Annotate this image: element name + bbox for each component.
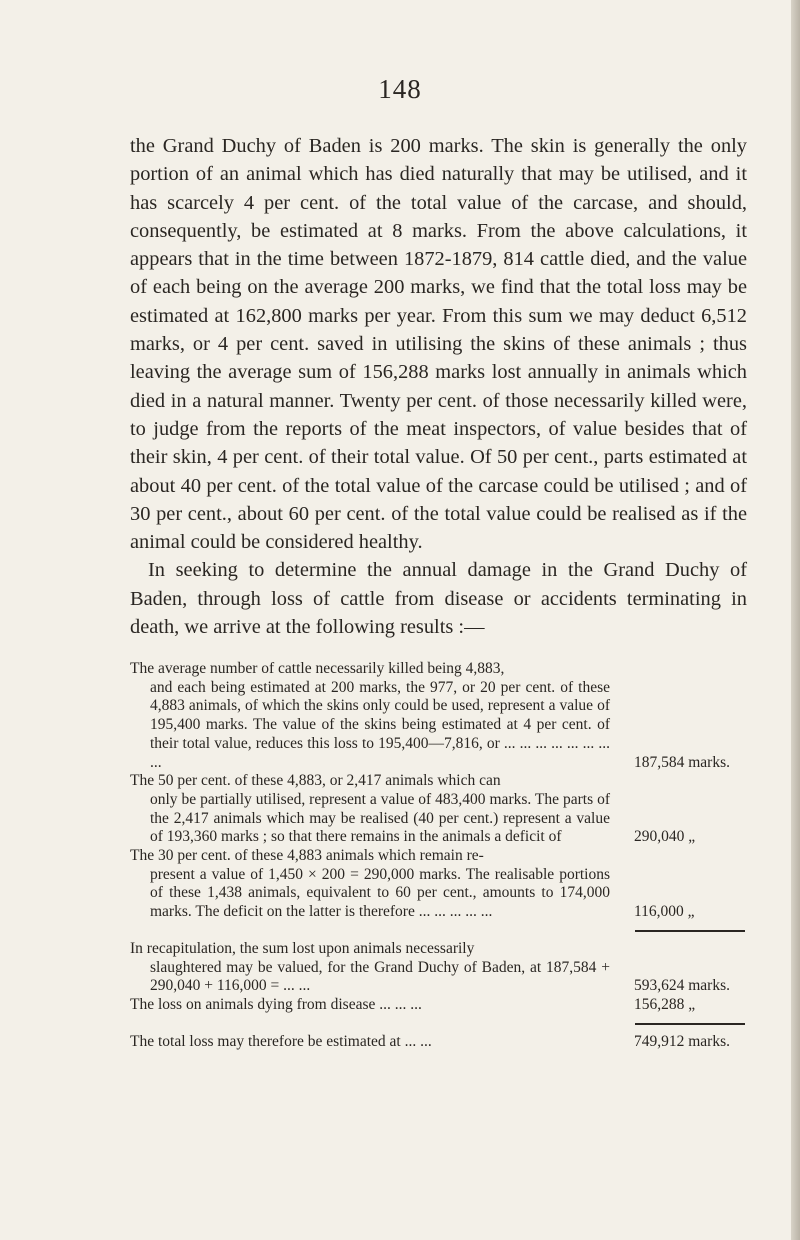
- recapitulation-text: [130, 940, 610, 996]
- recapitulation-amount: 593,624 marks.: [634, 977, 731, 995]
- calculation-amount: 116,000 „: [634, 903, 695, 921]
- calculation-row: [130, 660, 760, 772]
- calculation-amount: 187,584 marks.: [634, 753, 731, 771]
- calculation-text: [130, 772, 610, 847]
- total-amount: 749,912 marks.: [634, 1032, 731, 1050]
- disease-loss-row: [130, 996, 760, 1015]
- body-text: [130, 132, 747, 641]
- calculation-text: [130, 847, 610, 922]
- disease-loss-label: The loss on animals dying from disease ... ... ...: [130, 995, 422, 1013]
- paragraph: In seeking to determine the annual damage in the Grand Duchy of Baden, through loss of cattle from disease or accidents terminating in death, we arrive at the following results :—: [130, 559, 747, 639]
- calculation-first-line: The average number of cattle necessarily killed being 4,883,: [130, 660, 505, 677]
- recapitulation-row: [130, 940, 760, 996]
- calculation-text: [130, 660, 610, 772]
- calculation-first-line: The 30 per cent. of these 4,883 animals which remain re-: [130, 847, 484, 865]
- calculation-continuation: and each being estimated at 200 marks, the 977, or 20 per cent. of these 4,883 animals, of which the skins only could be used, represent a value of 195,400 marks. The value of the skins being estimated at 4 per cent. of their total value, reduces this loss to 195,400—7,816, or ... ... ... ... ... ... ... ...: [150, 678, 610, 771]
- total-label: The total loss may therefore be estimated at ... ...: [130, 1032, 432, 1050]
- calculation-amount: 290,040 „: [634, 828, 696, 846]
- calculation-first-line: The 50 per cent. of these 4,883, or 2,417 animals which can: [130, 772, 501, 790]
- recapitulation-first-line: In recapitulation, the sum lost upon animals necessarily: [130, 939, 475, 957]
- calculation-row: [130, 847, 760, 922]
- page-edge: [791, 0, 800, 1240]
- calculation-continuation: present a value of 1,450 × 200 = 290,000 marks. The realisable portions of these 1,438 animals, equivalent to 60 per cent., amounts to 174,000 marks. The deficit on the latter is therefore ... ... ... ... ...: [150, 865, 610, 921]
- calculation-continuation: only be partially utilised, represent a value of 483,400 marks. The parts of the 2,417 animals which may be realised (40 per cent.) represent a value of 193,360 marks ; so that there remains in the animals a deficit of: [150, 790, 610, 846]
- calculation-row: [130, 772, 760, 847]
- total-row: [130, 1033, 760, 1052]
- page-number: 148: [378, 74, 422, 104]
- paragraph: the Grand Duchy of Baden is 200 marks. The skin is generally the only portion of an animal which has died naturally that may be utilised, and it has scarcely 4 per cent. of the total value of the carcase, and should, consequently, be estimated at 8 marks. From the above calculations, it appears that in the time between 1872-1879, 814 cattle died, and the value of each being on the average 200 marks, we find that the total loss may be estimated at 162,800 marks per year. From this sum we may deduct 6,512 marks, or 4 per cent. saved in utilising the skins of these animals ; thus leaving the average sum of 156,288 marks lost annually in animals which died in a natural manner. Twenty per cent. of those necessarily killed were, to judge from the reports of the meat inspectors, of value besides that of their skin, 4 per cent. of their total value. Of 50 per cent., parts estimated at about 40 per cent. of the total value of the carcase could be utilised ; and of 30 per cent., about 60 per cent. of the total value could be realised as if the animal could be considered healthy.: [130, 135, 747, 554]
- disease-loss-amount: 156,288 „: [634, 995, 696, 1013]
- recapitulation-continuation: slaughtered may be valued, for the Grand Duchy of Baden, at 187,584 + 290,040 + 116,000 = ... ...: [150, 958, 610, 995]
- calculation-table: [130, 660, 760, 1051]
